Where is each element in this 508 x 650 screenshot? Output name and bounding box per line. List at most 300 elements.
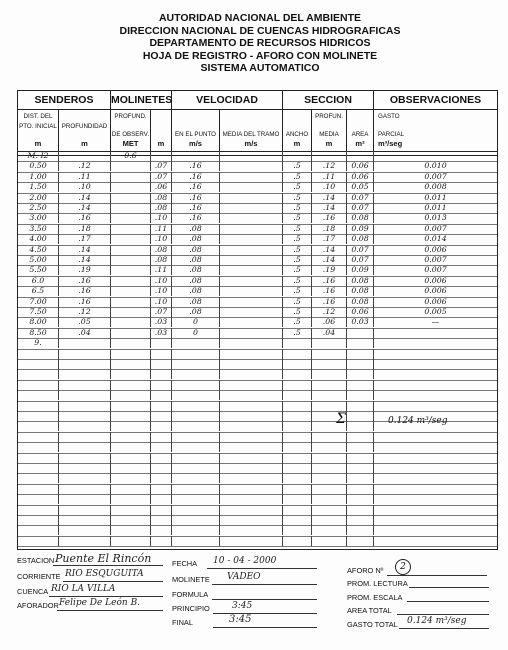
col-area <box>347 109 374 151</box>
cell-gasto: 0.007 <box>424 223 447 233</box>
cell-ancho: .5 <box>283 245 312 255</box>
cell-vpt <box>172 432 220 442</box>
cell-prof: .16 <box>59 213 111 223</box>
cell-vtr <box>220 380 283 390</box>
cell-obs <box>151 442 172 452</box>
cell-dist <box>18 380 59 390</box>
cell-vtr <box>220 525 283 535</box>
cell-obs <box>151 380 172 390</box>
cell-vpt <box>172 536 220 546</box>
cell-area <box>347 359 374 369</box>
cell-ancho: .5 <box>283 297 312 307</box>
cell-vtr <box>220 421 283 431</box>
cell-dist: 2.00 <box>18 193 59 203</box>
prom-escala-line <box>407 601 489 602</box>
fecha-line <box>207 568 317 569</box>
cell-met <box>111 265 151 275</box>
cell-obs: .08 <box>151 255 172 265</box>
cell-dist <box>18 401 59 411</box>
cell-pmed <box>312 463 347 473</box>
cell-vtr <box>220 463 283 473</box>
cell-dist: M. I2 <box>18 151 59 161</box>
cell-prof <box>59 369 111 379</box>
area-total-label: AREA TOTAL <box>347 606 392 615</box>
cell-area: 0.07 <box>347 203 374 213</box>
cell-vtr <box>220 276 283 286</box>
area-total-line <box>397 614 489 615</box>
cell-prof: .10 <box>59 182 111 192</box>
cell-pmed: .16 <box>312 286 347 296</box>
cell-gasto <box>374 349 497 359</box>
cell-dist: 8.00 <box>18 317 59 327</box>
cell-met <box>111 473 151 483</box>
cell-prof <box>59 401 111 411</box>
cell-met <box>111 338 151 348</box>
col-media-del-tramo <box>220 109 283 151</box>
cell-pmed <box>312 515 347 525</box>
cell-pmed: .10 <box>312 182 347 192</box>
cell-vtr <box>220 161 283 171</box>
cell-vpt: .08 <box>172 224 220 234</box>
cell-obs: .07 <box>151 172 172 182</box>
cell-ancho: .5 <box>283 328 312 338</box>
cell-area: 0.08 <box>347 234 374 244</box>
estacion-label: ESTACION <box>17 556 55 565</box>
cell-dist: 8.50 <box>18 328 59 338</box>
cell-gasto <box>374 473 497 483</box>
cell-dist <box>18 432 59 442</box>
cell-prof: .12 <box>59 161 111 171</box>
cell-vpt <box>172 369 220 379</box>
gasto-total-label: GASTO TOTAL <box>347 620 398 629</box>
cell-ancho <box>283 442 312 452</box>
cell-pmed <box>312 151 347 161</box>
section-header-row <box>18 91 497 110</box>
cell-pmed: .16 <box>312 297 347 307</box>
cell-dist <box>18 421 59 431</box>
cell-pmed <box>312 536 347 546</box>
cell-gasto <box>374 401 497 411</box>
cell-vpt <box>172 338 220 348</box>
cell-dist: 4.50 <box>18 245 59 255</box>
cell-obs: .10 <box>151 286 172 296</box>
cell-vpt: 0 <box>172 328 220 338</box>
cell-prof <box>59 151 111 161</box>
cell-pmed <box>312 369 347 379</box>
cell-prof <box>59 453 111 463</box>
cell-met <box>111 172 151 182</box>
header-line-5: SISTEMA AUTOMATICO <box>200 62 320 75</box>
cell-obs: .03 <box>151 317 172 327</box>
col-area-unit: m² <box>355 139 365 148</box>
cell-vtr <box>220 255 283 265</box>
cell-gasto: 0.011 <box>424 203 447 212</box>
prom-lectura-label: PROM. LECTURA <box>347 579 408 588</box>
cell-obs <box>151 484 172 494</box>
cell-met <box>111 494 151 504</box>
cell-vpt <box>172 380 220 390</box>
col-profun-media <box>312 109 347 151</box>
cell-obs: .11 <box>151 224 172 234</box>
cell-obs: .08 <box>151 245 172 255</box>
cell-vpt: .08 <box>172 276 220 286</box>
cell-pmed: .11 <box>312 172 347 182</box>
cell-obs <box>151 432 172 442</box>
formula-label: FORMULA <box>172 590 209 599</box>
col-pto-label: PTO. INICIAL <box>19 123 57 130</box>
cell-obs <box>151 525 172 535</box>
cell-area <box>347 390 374 400</box>
cell-prof <box>59 338 111 348</box>
section-senderos: SENDEROS <box>18 91 111 109</box>
cell-gasto: 0.006 <box>424 244 447 254</box>
measurement-table <box>17 90 498 550</box>
cell-vtr <box>220 297 283 307</box>
cell-vpt <box>172 463 220 473</box>
cell-pmed: .17 <box>312 234 347 244</box>
sigma-symbol: Σ <box>336 411 346 427</box>
cell-met <box>111 255 151 265</box>
form-footer <box>17 552 498 646</box>
cell-gasto: 0.006 <box>424 286 447 296</box>
cell-ancho: .5 <box>283 317 312 327</box>
col-dist-label: DIST. DEL <box>23 113 53 120</box>
cell-pmed <box>312 525 347 535</box>
aforador-line <box>57 610 163 611</box>
cell-area <box>347 338 374 348</box>
col-dist <box>18 109 59 151</box>
cell-obs <box>151 411 172 421</box>
cell-vtr <box>220 369 283 379</box>
cell-gasto <box>374 359 497 369</box>
cell-prof <box>59 505 111 515</box>
cell-obs <box>151 151 172 161</box>
fecha-label: FECHA <box>172 559 198 568</box>
cell-area <box>347 369 374 379</box>
cell-gasto: 0.007 <box>424 265 447 275</box>
cell-gasto: 0.008 <box>424 182 447 192</box>
cell-vtr <box>220 193 283 203</box>
cell-area <box>347 494 374 504</box>
cell-vpt: .08 <box>172 255 220 265</box>
cell-gasto <box>374 494 497 504</box>
cell-met <box>111 536 151 546</box>
cell-obs: .10 <box>151 297 172 307</box>
col-parcial-label: PARCIAL <box>378 131 405 138</box>
cell-met <box>111 161 151 171</box>
formula-line <box>212 599 317 600</box>
col-profundidad-unit: m <box>81 139 88 148</box>
cell-pmed: .14 <box>312 193 347 203</box>
cell-ancho <box>283 432 312 442</box>
cell-pmed <box>312 453 347 463</box>
cell-met <box>111 317 151 327</box>
cell-met <box>111 182 151 192</box>
cell-prof <box>59 515 111 525</box>
cell-obs <box>151 349 172 359</box>
cell-obs: .10 <box>151 213 172 223</box>
cell-gasto <box>374 369 497 379</box>
cell-pmed: .14 <box>312 203 347 213</box>
cell-area <box>347 536 374 546</box>
cell-vpt: .16 <box>172 213 220 223</box>
cell-area <box>347 349 374 359</box>
cell-met <box>111 421 151 431</box>
cell-dist <box>18 359 59 369</box>
cell-dist: 9. <box>18 338 59 348</box>
cell-vpt: .16 <box>172 172 220 182</box>
cell-prof <box>59 390 111 400</box>
cell-vpt <box>172 525 220 535</box>
cell-area: 0.08 <box>347 276 374 286</box>
cell-prof <box>59 484 111 494</box>
cell-gasto <box>374 380 497 390</box>
cell-vpt <box>172 349 220 359</box>
cell-ancho <box>283 421 312 431</box>
cell-pmed <box>312 494 347 504</box>
cell-dist: 1.00 <box>18 172 59 182</box>
header-line-3: DEPARTAMENTO DE RECURSOS HIDRICOS <box>149 37 371 50</box>
col-profun-label: PROFUN. <box>315 113 343 120</box>
cell-pmed <box>312 390 347 400</box>
cell-prof <box>59 494 111 504</box>
cell-pmed: .14 <box>312 255 347 265</box>
cell-vpt: .16 <box>172 203 220 213</box>
cell-gasto <box>374 536 497 546</box>
cell-met <box>111 234 151 244</box>
cell-prof: .14 <box>59 245 111 255</box>
cell-vtr <box>220 338 283 348</box>
cell-ancho: .5 <box>283 213 312 223</box>
cell-obs: .11 <box>151 265 172 275</box>
cell-vtr <box>220 484 283 494</box>
cell-dist: 2.50 <box>18 203 59 213</box>
cell-met <box>111 463 151 473</box>
cell-area: 0.08 <box>347 286 374 296</box>
col-area-label: AREA <box>351 131 369 138</box>
cell-vpt <box>172 442 220 452</box>
cell-ancho: .5 <box>283 234 312 244</box>
cell-vtr <box>220 286 283 296</box>
cell-met <box>111 484 151 494</box>
cell-pmed: .16 <box>312 213 347 223</box>
col-ancho <box>283 109 312 151</box>
cell-prof <box>59 359 111 369</box>
col-gasto-unit: m³/seg <box>378 139 403 148</box>
cell-vpt: .16 <box>172 193 220 203</box>
cell-obs: .10 <box>151 276 172 286</box>
cell-gasto <box>374 338 497 348</box>
cell-vpt <box>172 390 220 400</box>
cell-obs <box>151 401 172 411</box>
cell-ancho <box>283 515 312 525</box>
cell-vtr <box>220 349 283 359</box>
principio-value: 3:45 <box>232 601 253 611</box>
cell-met <box>111 442 151 452</box>
cell-gasto <box>374 328 497 338</box>
cell-gasto: 0.007 <box>424 171 447 181</box>
cell-obs: .10 <box>151 234 172 244</box>
cell-vtr <box>220 442 283 452</box>
molinete-label: MOLINETE <box>172 575 210 584</box>
cell-obs <box>151 453 172 463</box>
cell-gasto <box>374 505 497 515</box>
cell-gasto: 0.010 <box>424 161 447 171</box>
col-obs-m <box>151 109 172 151</box>
cell-obs: .03 <box>151 328 172 338</box>
cell-area <box>347 432 374 442</box>
cell-obs: .08 <box>151 193 172 203</box>
cell-ancho <box>283 525 312 535</box>
cell-area: 0.06 <box>347 172 374 182</box>
cell-area <box>347 442 374 452</box>
cell-area <box>347 151 374 161</box>
cell-dist <box>18 390 59 400</box>
cell-prof <box>59 380 111 390</box>
cell-prof <box>59 525 111 535</box>
cell-dist <box>18 473 59 483</box>
cell-dist <box>18 453 59 463</box>
cell-vpt <box>172 453 220 463</box>
cell-pmed <box>312 338 347 348</box>
cell-vtr <box>220 473 283 483</box>
col-en-el-punto <box>172 109 220 151</box>
cell-gasto <box>374 515 497 525</box>
col-dist-unit: m <box>34 139 42 148</box>
cell-met <box>111 369 151 379</box>
cell-prof <box>59 432 111 442</box>
cell-prof: .14 <box>59 193 111 203</box>
cell-vpt <box>172 505 220 515</box>
cell-vpt <box>172 151 220 161</box>
col-ancho-unit: m <box>293 139 301 148</box>
col-en-el-punto-label: EN EL PUNTO <box>175 131 216 138</box>
cuenca-label: CUENCA <box>17 587 49 596</box>
cell-dist: 7.00 <box>18 297 59 307</box>
cell-vtr <box>220 151 283 161</box>
cell-ancho <box>283 536 312 546</box>
cell-vtr <box>220 411 283 421</box>
cell-vpt <box>172 494 220 504</box>
cell-vtr <box>220 234 283 244</box>
cell-vpt <box>172 484 220 494</box>
cell-ancho: .5 <box>283 161 312 171</box>
cell-dist <box>18 442 59 452</box>
cell-vpt: .16 <box>172 182 220 192</box>
cell-area: 0.07 <box>347 255 374 265</box>
molinete-line <box>212 584 317 585</box>
cell-vtr <box>220 307 283 317</box>
cell-obs <box>151 421 172 431</box>
cell-ancho: .5 <box>283 276 312 286</box>
cell-gasto <box>374 484 497 494</box>
cell-vtr <box>220 265 283 275</box>
col-profundidad <box>59 109 111 151</box>
corriente-line <box>63 581 163 582</box>
cell-pmed <box>312 484 347 494</box>
cell-area <box>347 484 374 494</box>
aforo-label: AFORO Nº <box>347 566 384 575</box>
cell-gasto <box>374 525 497 535</box>
cell-prof <box>59 411 111 421</box>
cell-vtr <box>220 494 283 504</box>
cell-pmed: .19 <box>312 265 347 275</box>
cell-ancho <box>283 473 312 483</box>
cell-prof <box>59 349 111 359</box>
section-velocidad: VELOCIDAD <box>172 91 283 109</box>
cell-prof <box>59 536 111 546</box>
cell-ancho: .5 <box>283 182 312 192</box>
cell-met <box>111 401 151 411</box>
cell-pmed: .16 <box>312 276 347 286</box>
col-observ-label: DE OBSERV. <box>111 131 150 138</box>
cell-area <box>347 421 374 431</box>
cell-vpt: 0 <box>172 317 220 327</box>
cell-ancho: .5 <box>283 172 312 182</box>
col-met <box>111 109 151 151</box>
cell-area <box>347 515 374 525</box>
cell-dist <box>18 411 59 421</box>
cell-area: 0.06 <box>347 307 374 317</box>
cell-dist <box>18 349 59 359</box>
cell-vtr <box>220 182 283 192</box>
cell-prof: .16 <box>59 286 111 296</box>
cell-pmed <box>312 401 347 411</box>
cell-area <box>347 411 374 421</box>
prom-lectura-line <box>409 587 489 588</box>
cell-vtr <box>220 203 283 213</box>
cell-ancho <box>283 380 312 390</box>
cell-pmed: .12 <box>312 161 347 171</box>
cell-obs <box>151 390 172 400</box>
cell-ancho <box>283 401 312 411</box>
cell-gasto <box>374 390 497 400</box>
cell-gasto <box>374 442 497 452</box>
cell-dist <box>18 494 59 504</box>
cell-dist: 4.00 <box>18 234 59 244</box>
prom-escala-label: PROM. ESCALA <box>347 593 403 602</box>
cell-obs <box>151 338 172 348</box>
cell-area: 0.08 <box>347 297 374 307</box>
cell-prof <box>59 421 111 431</box>
cell-ancho <box>283 359 312 369</box>
cell-vpt: .08 <box>172 234 220 244</box>
cell-prof: .19 <box>59 265 111 275</box>
cell-ancho <box>283 338 312 348</box>
cell-dist: 3.00 <box>18 213 59 223</box>
cell-dist: 1.50 <box>18 182 59 192</box>
cell-dist <box>18 536 59 546</box>
cell-prof: .11 <box>59 172 111 182</box>
cell-area: 0.03 <box>347 317 374 327</box>
cell-vpt <box>172 421 220 431</box>
final-line <box>213 627 317 628</box>
cuenca-line <box>49 596 163 597</box>
cell-gasto <box>374 463 497 473</box>
cell-met <box>111 276 151 286</box>
cell-vtr <box>220 245 283 255</box>
cell-pmed: .04 <box>312 328 347 338</box>
gasto-total-value: 0.124 m³/seg <box>388 416 448 426</box>
cell-gasto: 0.006 <box>424 275 447 285</box>
cell-prof: .16 <box>59 297 111 307</box>
cell-vpt: .08 <box>172 307 220 317</box>
cell-vtr <box>220 401 283 411</box>
col-media-label: MEDIA <box>319 131 339 138</box>
cell-area: 0.05 <box>347 182 374 192</box>
cell-pmed: .06 <box>312 317 347 327</box>
cell-dist <box>18 484 59 494</box>
